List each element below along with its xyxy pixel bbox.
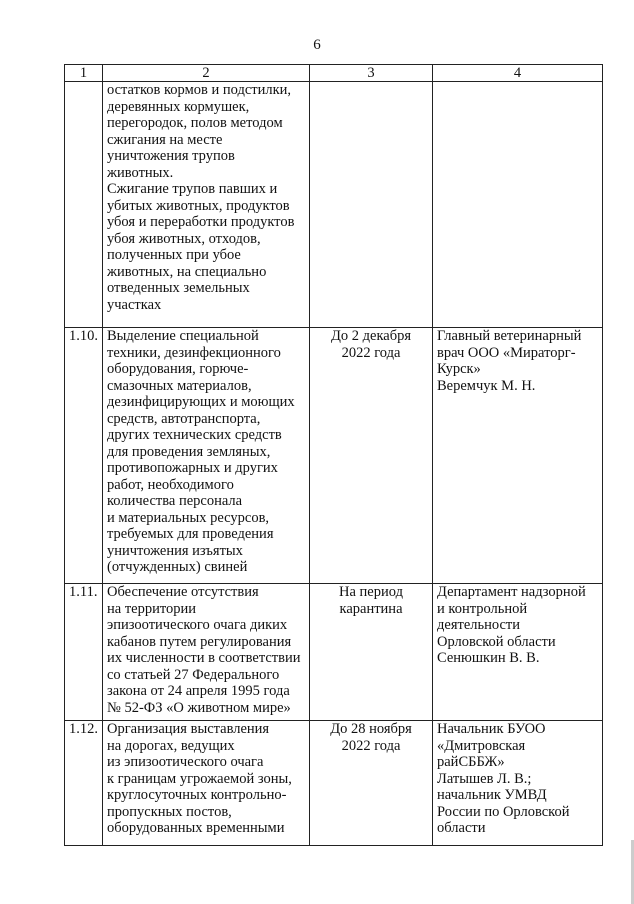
- table-header-row: [65, 65, 603, 82]
- deadline-cell: [310, 82, 433, 328]
- measure-description-cell: [103, 82, 310, 328]
- description-line: уничтожения изъятых: [107, 542, 243, 559]
- item-number: 1.12.: [69, 721, 98, 737]
- deadline-cell: [310, 328, 433, 584]
- description-line: участках: [107, 296, 162, 313]
- measure-description-cell: [103, 584, 310, 721]
- description-line: других технических средств: [107, 427, 282, 443]
- description-line: уничтожения трупов: [107, 148, 235, 164]
- description-line: со статьей 27 Федерального: [107, 666, 280, 683]
- deadline-line: До 28 ноября: [330, 721, 412, 737]
- deadline-cell: [310, 584, 433, 721]
- description-line: полученных при убое: [107, 247, 241, 263]
- description-line: убоя животных, отходов,: [107, 230, 261, 247]
- deadline-line: карантина: [339, 600, 403, 617]
- description-line: животных, на специально: [107, 263, 267, 280]
- responsible-line: деятельности: [437, 617, 521, 633]
- measures-table: [64, 64, 603, 846]
- description-line: убитых животных, продуктов: [107, 197, 290, 214]
- item-number-cell: [65, 328, 103, 584]
- description-line: работ, необходимого: [107, 476, 234, 493]
- description-line: остатков кормов и подстилки,: [107, 82, 292, 98]
- column-header: 3: [310, 65, 433, 82]
- responsible-line: области: [437, 820, 486, 836]
- deadline-line: 2022 года: [341, 344, 401, 361]
- responsible-line: Сенюшкин В. В.: [437, 650, 540, 666]
- description-line: Обеспечение отсутствия: [107, 584, 259, 600]
- item-number-cell: [65, 584, 103, 721]
- description-line: оборудования, горюче-: [107, 361, 249, 377]
- description-line: дезинфицирующих и моющих: [107, 394, 295, 410]
- page-number: 6: [313, 37, 321, 53]
- description-line: техники, дезинфекционного: [107, 344, 281, 361]
- description-line: Выделение специальной: [107, 328, 259, 344]
- description-line: кабанов путем регулирования: [107, 633, 292, 650]
- description-line: (отчужденных) свиней: [107, 559, 248, 575]
- responsible-line: Курск»: [437, 361, 481, 377]
- description-line: животных.: [107, 164, 174, 181]
- description-line: к границам угрожаемой зоны,: [107, 770, 292, 787]
- description-line: Организация выставления: [107, 721, 270, 737]
- description-line: деревянных кормушек,: [107, 98, 250, 115]
- description-line: противопожарных и других: [107, 460, 278, 476]
- deadline-line: На период: [339, 584, 403, 600]
- description-line: убоя и переработки продуктов: [107, 214, 295, 230]
- responsible-line: райСББЖ»: [437, 754, 505, 770]
- deadline-cell: [310, 721, 433, 846]
- responsible-line: Департамент надзорной: [437, 584, 586, 600]
- description-line: № 52-ФЗ «О животном мире»: [107, 699, 291, 716]
- description-line: эпизоотического очага диких: [107, 617, 288, 633]
- description-line: средств, автотранспорта,: [107, 410, 261, 427]
- responsible-cell: [433, 82, 603, 328]
- item-number: 1.10.: [69, 328, 98, 344]
- item-number-cell: [65, 82, 103, 328]
- description-line: количества персонала: [107, 493, 243, 509]
- deadline-line: До 2 декабря: [330, 328, 411, 344]
- measure-description-cell: [103, 328, 310, 584]
- item-number: 1.11.: [69, 584, 98, 600]
- description-line: из эпизоотического очага: [107, 754, 264, 770]
- description-line: круглосуточных контрольно-: [107, 787, 287, 803]
- responsible-line: Главный ветеринарный: [437, 328, 582, 344]
- description-line: требуемых для проведения: [107, 526, 274, 542]
- deadline-line: 2022 года: [341, 737, 401, 754]
- description-line: на дорогах, ведущих: [107, 737, 235, 754]
- description-line: Сжигание трупов павших и: [107, 181, 278, 197]
- description-line: пропускных постов,: [107, 803, 232, 820]
- responsible-line: Латышев Л. В.;: [437, 770, 532, 787]
- responsible-line: Веремчук М. Н.: [437, 377, 536, 394]
- table-row: [65, 82, 603, 328]
- description-line: и материальных ресурсов,: [107, 509, 270, 526]
- description-line: закона от 24 апреля 1995 года: [107, 683, 290, 699]
- responsible-cell: [433, 328, 603, 584]
- table-row: [65, 721, 603, 846]
- description-line: для проведения земляных,: [107, 443, 271, 460]
- responsible-line: начальник УМВД: [437, 787, 547, 803]
- description-line: отведенных земельных: [107, 280, 250, 296]
- description-line: сжигания на месте: [107, 131, 223, 148]
- column-header: 2: [103, 65, 310, 82]
- responsible-cell: [433, 584, 603, 721]
- responsible-line: и контрольной: [437, 600, 528, 617]
- description-line: смазочных материалов,: [107, 377, 252, 394]
- responsible-line: врач ООО «Мираторг-: [437, 344, 576, 361]
- responsible-line: Орловской области: [437, 633, 556, 650]
- column-header: 1: [65, 65, 103, 82]
- column-header: 4: [433, 65, 603, 82]
- responsible-cell: [433, 721, 603, 846]
- table-body: [65, 82, 603, 846]
- responsible-line: «Дмитровская: [437, 737, 526, 754]
- description-line: перегородок, полов методом: [107, 115, 283, 131]
- item-number-cell: [65, 721, 103, 846]
- measure-description-cell: [103, 721, 310, 846]
- responsible-line: России по Орловской: [437, 803, 570, 820]
- description-line: оборудованных временными: [107, 820, 285, 836]
- responsible-line: Начальник БУОО: [437, 721, 546, 737]
- table-row: [65, 328, 603, 584]
- description-line: их численности в соответствии: [107, 650, 301, 666]
- table-row: [65, 584, 603, 721]
- description-line: на территории: [107, 600, 197, 617]
